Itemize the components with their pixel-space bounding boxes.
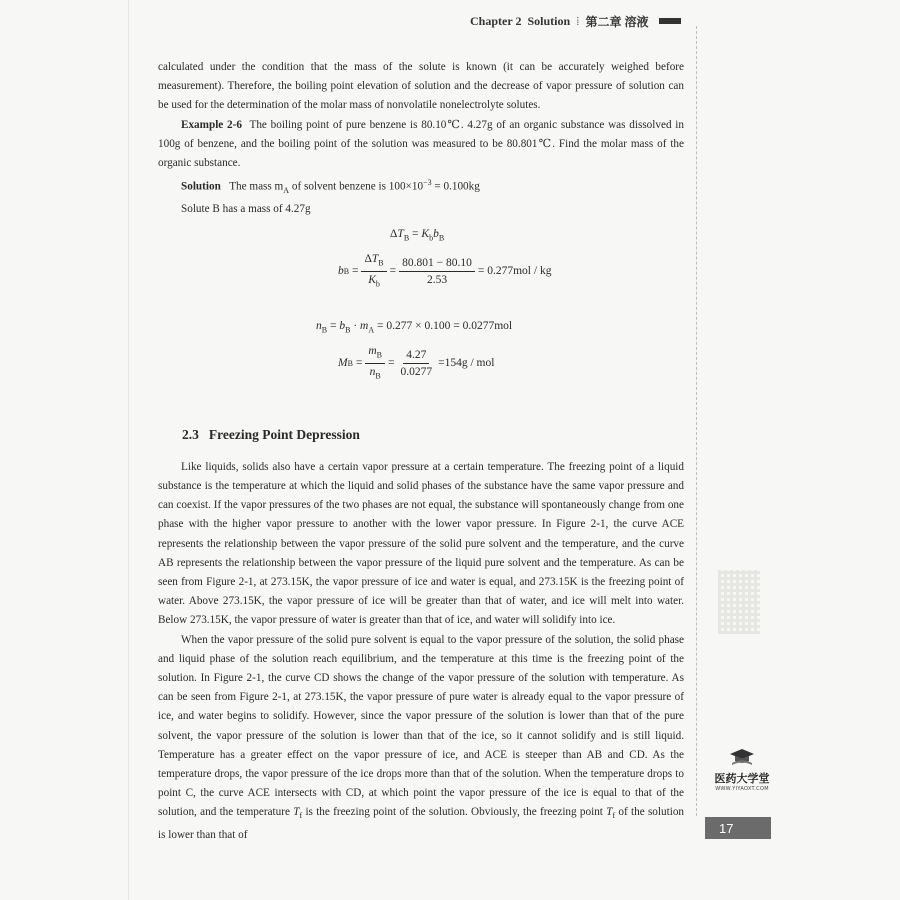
- p2-tf-1: T: [293, 806, 300, 819]
- equation-3: $n_B = b_B \cdot m_A = 0.277 \times 0.100 = 0.0277mol$: [316, 319, 513, 334]
- solution-text-c: = 0.100kg: [431, 180, 480, 193]
- eq4-lhs: M: [338, 356, 348, 369]
- eq2-frac2-num: 80.801 − 80.10: [399, 255, 475, 272]
- publisher-logo: [714, 748, 770, 804]
- eq4-frac2-num: 4.27: [403, 347, 429, 364]
- p2-text-b: is the freezing point of the solution. Obviously, the freezing point: [302, 806, 607, 819]
- header-title: Solution: [527, 13, 571, 28]
- eq4-frac2-den: 0.0277: [400, 365, 433, 378]
- example-label: Example 2-6: [181, 118, 242, 131]
- example-2-6: [158, 116, 684, 174]
- intro-paragraph: calculated under the condition that the mass of the solute is known (it can be accurately weighed before measurement). Therefore, the boiling point elevation of solution and the decrease of vapor pressure of solution can be used for the determination of the molar mass of nonvolatile nonelectrolyte solutes.: [158, 61, 684, 112]
- solution-text-a: The mass m: [229, 180, 284, 193]
- p2-text-a: When the vapor pressure of the solid pure solvent is equal to the vapor pressure of the solution, the solid phase and liquid phase of the solution reach equilibrium, and the temperature at this time is the freezing point of the solution. In Figure 2-1, the curve CD shows the change of the vapor pressure of the solution with temperature. As can be seen from Figure 2-1, at 273.15K, the vapor pressure of pure water is already equal to the vapor pressure of ice, and water begins to solidify. However, since the vapor pressure of the solution is lower than that of the pure solvent, the vapor pressure of the solution is lower than that of the ice, so it cannot solidify and is still liquid. Temperature has a greater effect on the vapor pressure of ice, and ACE is steeper than AB and CD. As the temperature drops, the vapor pressure of the ice drops more than that of the solution. When the temperature drops to point C, the curve ACE intersects with CD, at which point the vapor pressure of the ice is equal to that of the solution, and the temperature: [158, 633, 684, 819]
- eq2-lhs: b: [338, 264, 344, 277]
- example-text: The boiling point of pure benzene is 80.10℃. 4.27g of an organic substance was dissolved in 100g of benzene, and the boiling point of the solution was measured to be 80.801℃. Find the molar mass of the organic substance.: [158, 118, 684, 170]
- equation-block: [158, 223, 684, 399]
- solution-text-b: of solvent benzene is 100×10: [289, 180, 424, 193]
- solution-label: Solution: [181, 180, 221, 193]
- solution-sup: −3: [423, 178, 432, 188]
- logo-brand: 医药大学堂: [714, 772, 770, 785]
- margin-rule: [696, 26, 699, 816]
- equation-2: b B = $\frac{\Delta T_B}{K_b}$ = $\frac{80.801 - 80.10}{2.53}$ = 0.277mol / kg: [338, 251, 551, 293]
- running-header: [470, 10, 700, 32]
- page-number: 17: [705, 817, 771, 839]
- logo-url: WWW.YIYAOXT.COM: [715, 786, 769, 792]
- graduation-cap-icon: [729, 748, 755, 768]
- solution-line-1: [158, 173, 684, 200]
- page-body: [158, 58, 684, 845]
- paragraph-2: When the vapor pressure of the solid pure solvent is equal to the vapor pressure of the solution, the solid phase and liquid phase of the solution reach equilibrium, and the temperature at this time is the freezing point of the solution. In Figure 2-1, the curve CD shows the change of the vapor pressure of the solution with temperature. As can be seen from Figure 2-1, at 273.15K, the vapor pressure of pure water is already equal to the vapor pressure of ice, and water begins to solidify. However, since the vapor pressure of the solution is lower than that of the pure solvent, the vapor pressure of the solution is lower than that of the ice, so it cannot solidify and is still liquid. Temperature has a greater effect on the vapor pressure of ice, and ACE is steeper than AB and CD. As the temperature drops, the vapor pressure of the ice drops more than that of the solution. When the temperature drops to point C, the curve ACE intersects with CD, at which point the vapor pressure of the ice is equal to that of the solution, and the temperature $T_f$ is the freezing point of the solution. Obviously, the freezing point $T_f$ of the solution is lower than that of: [158, 633, 685, 841]
- eq4-result: =154g / mol: [438, 356, 495, 369]
- header-separator: ⁞: [576, 13, 580, 28]
- section-number: 2.3: [182, 426, 199, 442]
- eq2-result: = 0.277mol / kg: [477, 264, 552, 277]
- solution-line-2: Solute B has a mass of 4.27g: [181, 203, 311, 216]
- header-chinese: 第二章 溶液: [585, 14, 649, 29]
- page-gutter: [128, 0, 129, 900]
- p2-tf-2: T: [606, 806, 613, 819]
- header-chapter: Chapter 2: [470, 13, 522, 28]
- section-title: Freezing Point Depression: [208, 426, 360, 442]
- eq4-fraction-2: [397, 347, 435, 380]
- section-heading: [182, 425, 684, 444]
- eq2-fraction-1: $\frac{\Delta T_B}{K_b}$: [361, 251, 386, 293]
- eq2-frac2-den: 2.53: [426, 273, 448, 286]
- p2-text-c: of the solution is lower than that of: [158, 806, 685, 841]
- equation-1: $\Delta T_B = K_bb_B$: [390, 227, 445, 242]
- paragraph-1: Like liquids, solids also have a certain vapor pressure at a certain temperature. The freezing point of a liquid substance is the temperature at which the liquid and solid phases of the substance have the same vapor pressure and can coexist. If the vapor pressures of the two phases are not equal, the substance will spontaneously change from one phase with the higher vapor pressure to another with the lower vapor pressure. In Figure 2-1, the curve ACE represents the relationship between the vapor pressure of the solid pure solvent and the temperature, and the curve AB represents the relationship between the vapor pressure of the liquid pure solvent and the temperature. As can be seen from Figure 2-1, at 273.15K, the vapor pressure of ice and water is equal, and 273.15K is the freezing point of water. Above 273.15K, the vapor pressure of ice will be greater than that of water, and ice will melt into water. Below 273.15K, the vapor pressure of water is greater than that of ice, and water will solidify into ice.: [158, 460, 684, 627]
- solution-sub-a: A: [283, 186, 290, 196]
- equation-4: M B = $\frac{m_B}{n_B}$ = $\frac{4.27}{0.0277}$ =154g / mol: [338, 343, 494, 385]
- eq2-fraction-2: [399, 255, 475, 288]
- header-bar: [659, 18, 681, 24]
- qr-code: [718, 570, 760, 634]
- eq4-fraction-1: $\frac{m_B}{n_B}$: [365, 343, 385, 385]
